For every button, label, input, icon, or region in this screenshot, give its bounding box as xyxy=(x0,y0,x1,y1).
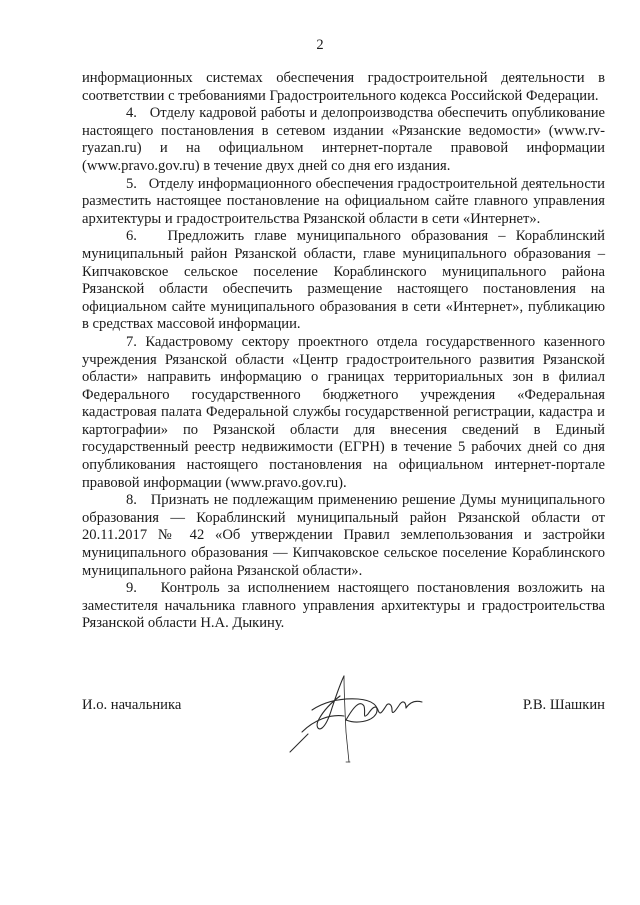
paragraph-item-5: 5. Отделу информационного обеспечения градостроительной деятельности разместить настоящее постановление на официальном сайте главного управления архитектуры и градостроительства Рязанской области в сети «Интернет». xyxy=(82,175,605,227)
paragraph-item-6: 6. Предложить главе муниципального образования – Кораблинский муниципальный район Рязанской области, главе муниципального образования – Кипчаковское сельское поселение Кораблинского муниципального района Рязанской области обеспечить размещение настоящего постановления на официальном сайте муниципального образования в сети «Интернет», публикацию в средствах массовой информации. xyxy=(82,228,605,333)
paragraph-item-8: 8. Признать не подлежащим применению решение Думы муниципального образования — Кораблинский муниципальный район Рязанской области от 20.11.2017 № 42 «Об утверждении Правил землепользования и застройки муниципального образования — Кипчаковское сельское поселение Кораблинского муниципального района Рязанской области». xyxy=(82,492,605,579)
handwritten-signature xyxy=(282,662,432,772)
signer-position: И.о. начальника xyxy=(82,697,182,713)
signer-name: Р.В. Шашкин xyxy=(522,697,605,713)
paragraph-item-9: 9. Контроль за исполнением настоящего постановления возложить на заместителя начальника главного управления архитектуры и градостроительства Рязанской области Н.А. Дыкину. xyxy=(82,580,605,632)
paragraph-item-7: 7. Кадастровому сектору проектного отдела государственного казенного учреждения Рязанской области «Центр градостроительного развития Рязанской области» направить информацию о границах территориальных зон в филиал Федерального государственного бюджетного учреждения «Федеральная кадастровая палата Федеральной службы государственной регистрации, кадастра и картографии» по Рязанской области для внесения сведений в Единый государственный реестр недвижимости (ЕГРН) в течение 5 рабочих дней со дня опубликования настоящего постановления на официальном интернет-портале правовой информации (www.pravo.gov.ru). xyxy=(82,333,605,491)
paragraph-item-4: 4. Отделу кадровой работы и делопроизводства обеспечить опубликование настоящего постановления в сетевом издании «Рязанские ведомости» (www.rv-ryazan.ru) и на официальном интернет-портале правовой информации (www.pravo.gov.ru) в течение двух дней со дня его издания. xyxy=(82,105,605,174)
paragraph-continuation: информационных системах обеспечения градостроительной деятельности в соответствии с требованиями Градостроительного кодекса Российской Федерации. xyxy=(82,70,605,104)
document-body xyxy=(82,70,605,633)
page-number: 2 xyxy=(316,37,324,53)
